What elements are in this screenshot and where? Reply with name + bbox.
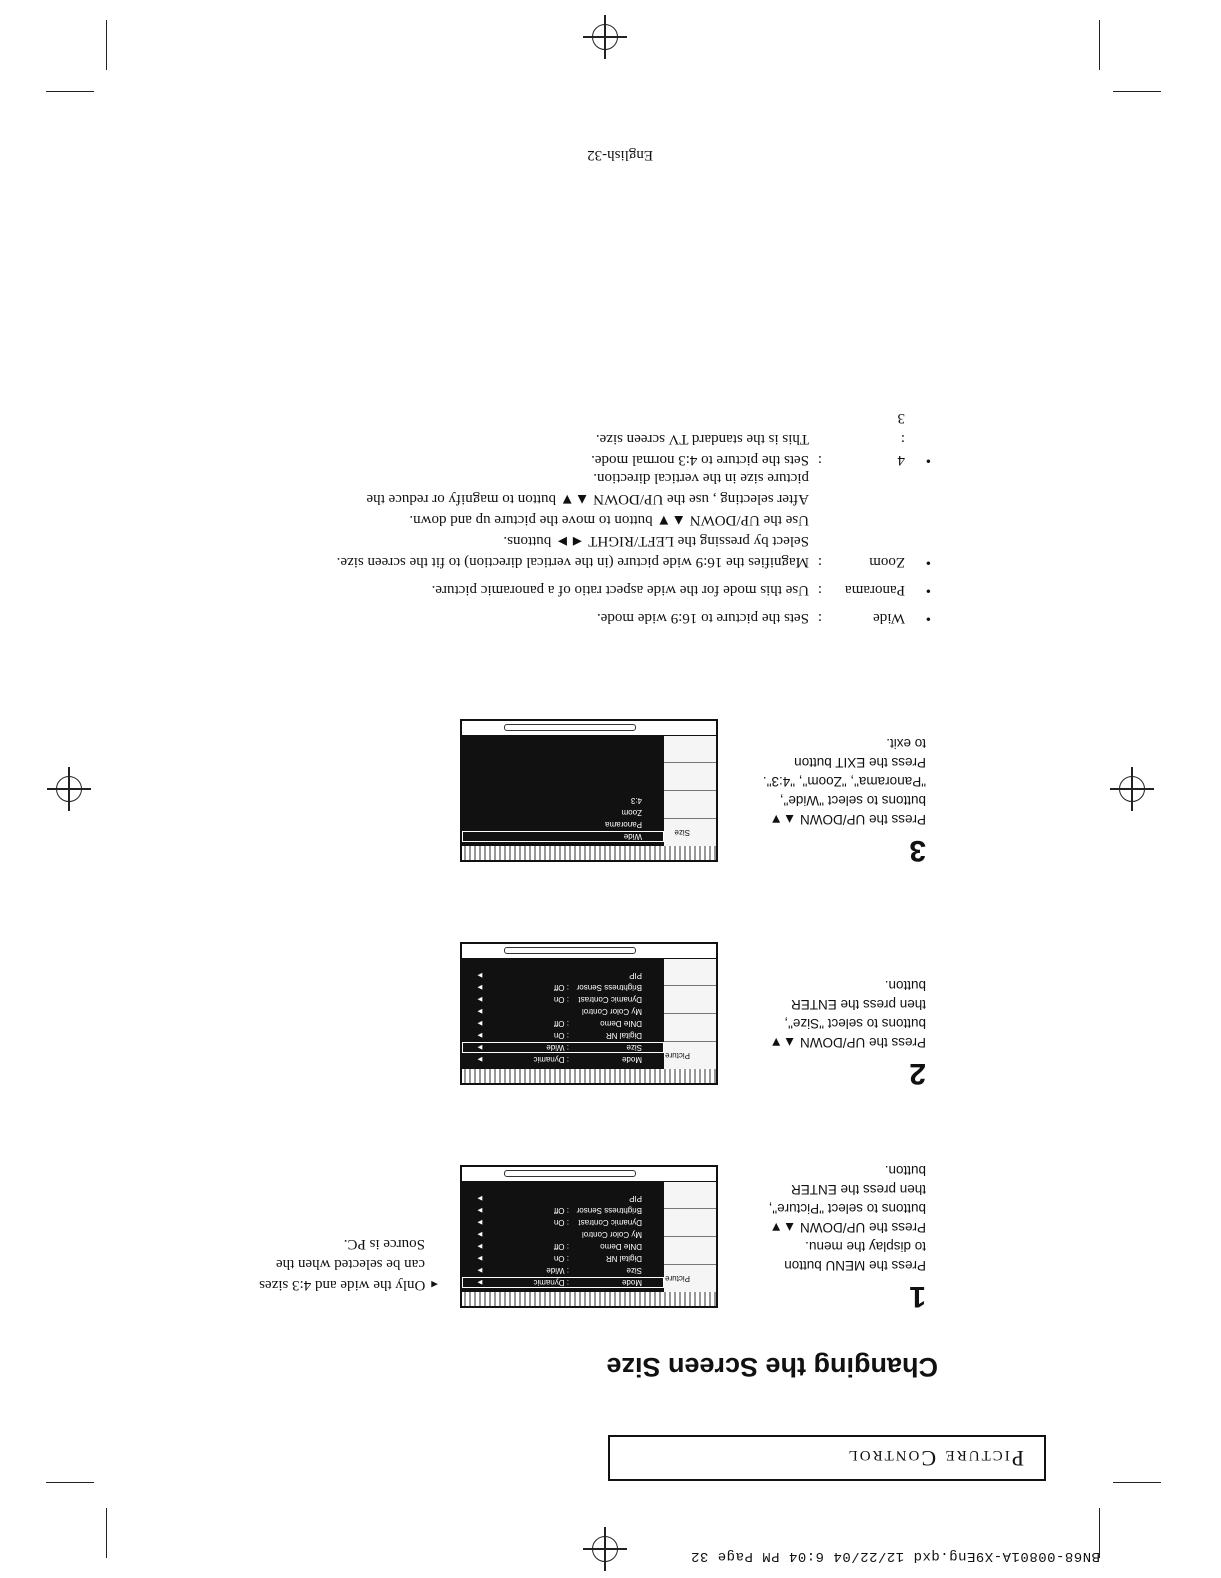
definition-term: Panorama <box>845 582 905 598</box>
menu-row-arrow: ► <box>476 1055 484 1064</box>
definition-line: Magnifies the 16:9 wide picture (in the vertical direction) to fit the screen size. <box>336 554 809 570</box>
step-line: Press the UP/DOWN ▲▼ <box>769 1035 926 1050</box>
definition-description <box>597 607 809 628</box>
menu-row-arrow: ► <box>476 1194 484 1203</box>
menu-row <box>462 1229 664 1240</box>
tv-menu-screenshot <box>460 719 718 862</box>
step-line: Press the MENU button <box>784 1258 926 1273</box>
menu-row-arrow: ► <box>476 1007 484 1016</box>
bullet: • <box>925 610 931 626</box>
menu-sidebar-item: Picture <box>664 1041 716 1069</box>
registration-mark <box>1119 776 1145 802</box>
menu-row-label: Zoom <box>621 808 642 817</box>
menu-row <box>462 1217 664 1228</box>
menu-row-value: : Wide <box>546 1043 569 1052</box>
step-instructions <box>769 1161 926 1275</box>
menu-sidebar-item <box>664 762 716 790</box>
menu-row <box>462 1253 664 1264</box>
file-info: BN68-00801A-X9Eng.qxd 12/22/04 6:04 PM Page 32 <box>690 1548 1100 1564</box>
menu-row-label: My Color Control <box>581 1230 642 1239</box>
menu-scroll-indicator <box>504 947 636 954</box>
step-line: Press the UP/DOWN ▲▼ <box>769 1220 926 1235</box>
crop-mark <box>46 1482 94 1483</box>
menu-sidebar-item <box>664 734 716 762</box>
step-line: buttons to select "Picture", <box>768 1201 926 1216</box>
menu-row <box>462 1006 664 1017</box>
menu-row-label: Mode <box>621 1278 642 1287</box>
crop-mark <box>1113 1482 1161 1483</box>
menu-row-label: My Color Control <box>581 1007 642 1016</box>
menu-row-value: : Off <box>554 1206 569 1215</box>
step-line: to exit. <box>886 736 926 751</box>
bullet: • <box>925 554 931 570</box>
page-title: Changing the Screen Size <box>606 1352 938 1382</box>
menu-row <box>462 1042 664 1053</box>
menu-row-arrow: ► <box>476 1266 484 1275</box>
menu-body <box>462 1181 664 1292</box>
menu-row <box>462 1018 664 1029</box>
menu-sidebar <box>663 944 716 1069</box>
note-line: can be selected when the <box>275 1256 425 1272</box>
menu-row-label: Brightness Sensor <box>576 1206 642 1215</box>
section-label: Picture Control <box>608 1435 1046 1481</box>
menu-body <box>462 735 664 846</box>
menu-row-arrow: ► <box>476 1206 484 1215</box>
step-number: 3 <box>909 834 926 867</box>
menu-row <box>462 831 664 842</box>
menu-sidebar-item <box>664 957 716 985</box>
menu-row-arrow: ► <box>476 983 484 992</box>
page-number: English-32 <box>587 147 653 163</box>
menu-row <box>462 982 664 993</box>
menu-row-arrow: ► <box>476 971 484 980</box>
menu-row-label: Mode <box>621 1055 642 1064</box>
menu-row-value: : On <box>553 1254 569 1263</box>
registration-mark <box>56 776 82 802</box>
note-line: Only the wide and 4:3 sizes <box>259 1277 426 1293</box>
crop-mark <box>1099 20 1100 70</box>
menu-row-value: : On <box>553 1218 569 1227</box>
step-line: then press the ENTER <box>790 1182 926 1197</box>
menu-row <box>462 795 664 806</box>
menu-row-label: 4:3 <box>630 796 642 805</box>
definition-term: Zoom <box>869 554 905 570</box>
menu-row-arrow: ► <box>476 1242 484 1251</box>
menu-topbar <box>462 845 716 860</box>
menu-row-label: DNIe Demo <box>600 1019 642 1028</box>
step-line: then press the ENTER <box>790 997 926 1012</box>
menu-sidebar-item <box>664 1236 716 1264</box>
menu-row <box>462 807 664 818</box>
menu-sidebar <box>663 1167 716 1292</box>
menu-sidebar-item: Picture <box>664 1264 716 1292</box>
step-instructions <box>763 734 926 829</box>
menu-sidebar-item <box>664 1013 716 1041</box>
menu-row-value: : Dynamic <box>533 1055 569 1064</box>
menu-row <box>462 1193 664 1204</box>
menu-sidebar-item <box>664 790 716 818</box>
menu-topbar <box>462 1068 716 1083</box>
definition-line: This is the standard TV screen size. <box>595 431 809 447</box>
step-line: buttons to select "Size", <box>784 1016 926 1031</box>
menu-row-label: Digital NR <box>605 1254 642 1263</box>
menu-row-value: : Off <box>554 983 569 992</box>
crop-mark <box>46 91 94 92</box>
step-line: buttons to select "Wide", <box>779 793 926 808</box>
menu-topbar <box>462 1291 716 1306</box>
step-line: Press the EXIT button <box>794 755 926 770</box>
definition-term: 4 : 3 <box>897 410 905 468</box>
step-number: 2 <box>909 1057 926 1090</box>
colon: : <box>817 554 822 570</box>
definition-line: picture size in the vertical direction. <box>593 470 809 486</box>
tv-menu-screenshot <box>460 942 718 1085</box>
menu-row-label: PIP <box>629 971 642 980</box>
menu-row-value: : Dynamic <box>533 1278 569 1287</box>
menu-scroll-indicator <box>504 724 636 731</box>
pc-note <box>259 1234 440 1295</box>
menu-sidebar <box>663 721 716 846</box>
menu-row-label: PIP <box>629 1194 642 1203</box>
menu-bottombar <box>462 944 716 959</box>
bullet: • <box>925 452 931 468</box>
menu-row-arrow: ► <box>476 1278 484 1287</box>
menu-body <box>462 958 664 1069</box>
menu-row <box>462 1241 664 1252</box>
definition-line: After selecting , use the UP/DOWN ▲▼ button to magnify or reduce the <box>366 491 809 507</box>
menu-row <box>462 1030 664 1041</box>
step-number: 1 <box>909 1280 926 1313</box>
step-line: button. <box>884 1163 926 1178</box>
definition-line: Use this mode for the wide aspect ratio of a panoramic picture. <box>431 582 809 598</box>
colon: : <box>817 582 822 598</box>
menu-row-value: : On <box>553 1031 569 1040</box>
definition-line: Sets the picture to 4:3 normal mode. <box>591 452 809 468</box>
menu-sidebar-item <box>664 1208 716 1236</box>
menu-row <box>462 1054 664 1065</box>
menu-row-arrow: ► <box>476 1019 484 1028</box>
menu-row <box>462 994 664 1005</box>
menu-row-value: : Off <box>554 1019 569 1028</box>
menu-bottombar <box>462 721 716 736</box>
menu-row-arrow: ► <box>476 1043 484 1052</box>
menu-row-label: Size <box>626 1266 642 1275</box>
colon: : <box>817 610 822 626</box>
registration-mark <box>592 1536 618 1562</box>
menu-row-arrow: ► <box>476 1031 484 1040</box>
step-line: Press the UP/DOWN ▲▼ <box>769 812 926 827</box>
step-line: to display the menu. <box>805 1239 926 1254</box>
definition-term: Wide <box>873 610 905 626</box>
menu-row-label: Panorama <box>605 820 642 829</box>
menu-row <box>462 1265 664 1276</box>
menu-row-label: DNIe Demo <box>600 1242 642 1251</box>
menu-row-value: : Off <box>554 1242 569 1251</box>
crop-mark <box>106 1508 107 1558</box>
note-icon: ◄ <box>429 1278 440 1290</box>
colon: : <box>817 452 822 468</box>
menu-row <box>462 819 664 830</box>
menu-row-arrow: ► <box>476 995 484 1004</box>
menu-sidebar-item <box>664 985 716 1013</box>
menu-sidebar-item: Size <box>664 818 716 846</box>
note-line: Source is PC. <box>343 1236 425 1252</box>
menu-row-label: Dynamic Contrast <box>578 995 642 1004</box>
registration-mark <box>592 24 618 50</box>
menu-row <box>462 1277 664 1288</box>
tv-menu-screenshot <box>460 1165 718 1308</box>
menu-row-label: Digital NR <box>605 1031 642 1040</box>
crop-mark <box>1113 91 1161 92</box>
menu-sidebar-item <box>664 1180 716 1208</box>
menu-row-label: Brightness Sensor <box>576 983 642 992</box>
step-line: "Panorama", "Zoom", "4:3". <box>762 774 926 789</box>
menu-row <box>462 1205 664 1216</box>
menu-row-value: : On <box>553 995 569 1004</box>
step-instructions <box>770 976 927 1052</box>
step-line: button. <box>884 978 926 993</box>
menu-row-arrow: ► <box>476 1254 484 1263</box>
definition-line: Select by pressing the LEFT/RIGHT ◄► buttons. <box>503 533 809 549</box>
definition-description <box>337 467 809 572</box>
menu-row-arrow: ► <box>476 1230 484 1239</box>
menu-row-label: Dynamic Contrast <box>578 1218 642 1227</box>
menu-row-label: Wide <box>623 832 642 841</box>
definition-description <box>591 428 809 470</box>
definition-description <box>432 579 809 600</box>
definition-line: Use the UP/DOWN ▲▼ button to move the picture up and down. <box>409 512 809 528</box>
menu-row-arrow: ► <box>476 1218 484 1227</box>
menu-scroll-indicator <box>504 1170 636 1177</box>
menu-bottombar <box>462 1167 716 1182</box>
menu-row <box>462 970 664 981</box>
bullet: • <box>925 582 931 598</box>
menu-row-value: : Wide <box>546 1266 569 1275</box>
definition-line: Sets the picture to 16:9 wide mode. <box>596 610 809 626</box>
crop-mark <box>106 20 107 70</box>
menu-row-label: Size <box>626 1043 642 1052</box>
